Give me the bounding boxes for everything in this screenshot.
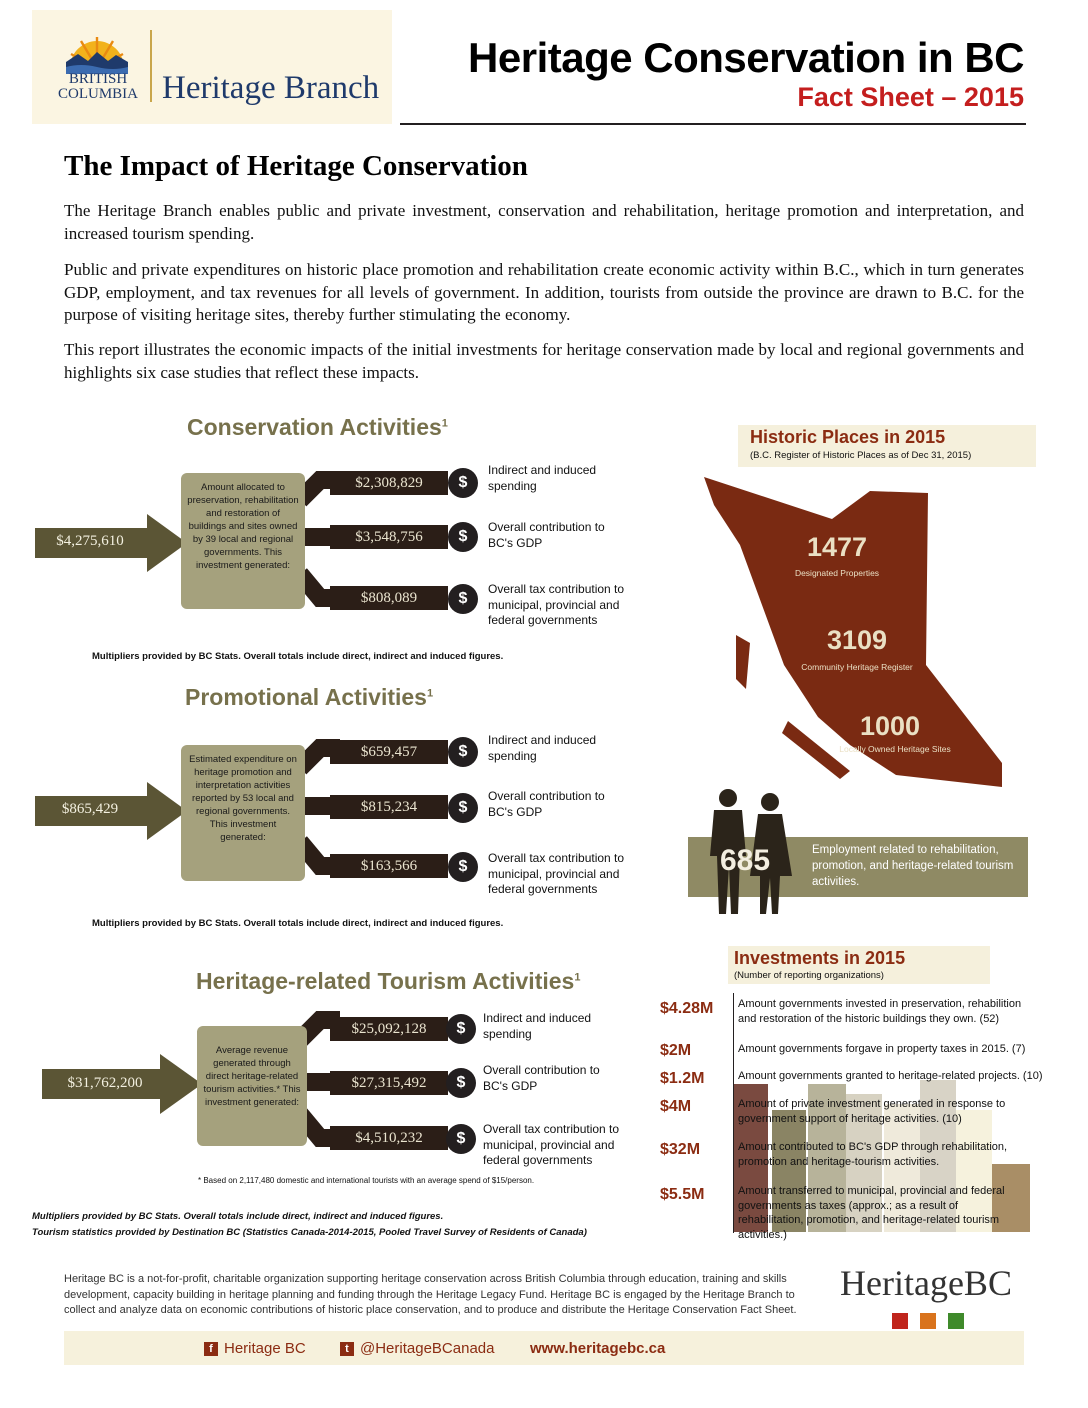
investment-amount: $32M <box>660 1141 701 1158</box>
dollar-icon: $ <box>446 1124 476 1154</box>
dollar-icon: $ <box>446 1068 476 1098</box>
output-value: $27,315,492 <box>330 1071 448 1095</box>
facebook-link[interactable]: f Heritage BC <box>204 1340 306 1357</box>
section-title-conservation: Conservation Activities$^1$ <box>187 414 448 440</box>
intro-paragraph-2: Public and private expenditures on historic place promotion and rehabilitation create economic activity within B.C., which in turn generates GDP, employment, and tax revenues for all levels of government. In addition, tourists from outside the province are drawn to B.C. for the purpose of visiting heritage sites, thereby further stimulating the economy. <box>64 260 1024 324</box>
output-label: Overall contribution to BC's GDP <box>488 520 605 550</box>
description-box: Amount allocated to preservation, rehabilitation and restoration of buildings and sites owned by 39 local and regional governments. This investment generated: <box>181 473 305 609</box>
website-link[interactable]: www.heritagebc.ca <box>530 1340 666 1357</box>
section-title-tourism: Heritage-related Tourism Activities$^1$ <box>196 968 581 994</box>
bc-logo-text <box>58 72 138 102</box>
output-value: $4,510,232 <box>330 1126 448 1150</box>
investment-text: Amount contributed to BC's GDP through rehabilitation, promotion and heritage-tourism activities. <box>738 1141 1008 1168</box>
twitter-icon: t <box>340 1342 354 1356</box>
section-note: Multipliers provided by BC Stats. Overall totals include direct, indirect and induced figures. <box>92 918 504 929</box>
dollar-icon: $ <box>448 468 478 498</box>
historic-places-subtitle: (B.C. Register of Historic Places as of Dec 31, 2015) <box>750 450 972 461</box>
output-label: Overall contribution to BC's GDP <box>483 1063 600 1093</box>
intro-heading: The Impact of Heritage Conservation <box>64 150 528 182</box>
twitter-link[interactable]: t @HeritageBCanada <box>340 1340 494 1357</box>
investment-text: Amount transferred to municipal, provincial and federal governments as taxes (approx.; as a result of rehabilitation, promotion, and heritage-related tourism activities.) <box>738 1185 1005 1241</box>
output-value: $808,089 <box>330 586 448 610</box>
output-value: $3,548,756 <box>330 525 448 549</box>
output-label: Indirect and induced spending <box>488 463 597 493</box>
page-subtitle: Fact Sheet – 2015 <box>797 82 1024 112</box>
output-label: Indirect and induced spending <box>483 1011 592 1041</box>
dollar-icon: $ <box>448 737 478 767</box>
investment-amount: $2M <box>660 1042 692 1059</box>
output-value: $163,566 <box>330 854 448 878</box>
investments-subtitle: (Number of reporting organizations) <box>734 970 884 981</box>
input-value: $31,762,200 <box>67 1075 143 1091</box>
historic-places-title: Historic Places in 2015 <box>750 427 946 447</box>
output-value: $815,234 <box>330 795 448 819</box>
facebook-icon: f <box>204 1342 218 1356</box>
dollar-icon: $ <box>448 584 478 614</box>
stat-label: Locally Owned Heritage Sites <box>839 744 951 754</box>
output-label: Overall tax contribution to municipal, provincial and federal governments <box>488 851 625 896</box>
investment-text: Amount governments forgave in property taxes in 2015. (7) <box>738 1043 1026 1055</box>
output-label: Overall contribution to BC's GDP <box>488 789 605 819</box>
stat-label: Designated Properties <box>794 568 880 578</box>
heritagebc-logo: HeritageBC <box>840 1263 1012 1303</box>
output-label: Indirect and induced spending <box>488 733 597 763</box>
input-value: $865,429 <box>61 801 119 817</box>
logo-divider <box>150 30 152 102</box>
investment-text: Amount governments granted to heritage-related projects. (10) <box>738 1070 1043 1082</box>
output-value: $659,457 <box>330 740 448 764</box>
output-value: $25,092,128 <box>330 1017 448 1041</box>
employment-text: Employment related to rehabilitation, promotion, and heritage-related tourism activities. <box>812 844 1014 888</box>
logo-square-icon <box>920 1313 936 1329</box>
dollar-icon: $ <box>446 1014 476 1044</box>
stat-label: Community Heritage Register <box>801 662 913 672</box>
input-value: $4,275,610 <box>56 533 124 549</box>
stat-number: 1000 <box>859 711 921 741</box>
bc-logo-line2: COLUMBIA <box>58 86 139 102</box>
intro-paragraph-1: The Heritage Branch enables public and private investment, conservation and rehabilitation, heritage promotion and interpretation, and increased tourism spending. <box>64 201 1024 243</box>
investment-amount: $4.28M <box>660 1000 714 1017</box>
section-note: Multipliers provided by BC Stats. Overall totals include direct, indirect and induced figures. <box>92 651 504 662</box>
investment-text: Amount of private investment generated in response to government support of heritage activities. (10) <box>738 1098 1006 1125</box>
bc-sun-logo-icon <box>66 34 128 74</box>
output-value: $2,308,829 <box>330 471 448 495</box>
description-box: Average revenue generated through direct heritage-related tourism activities.* This investment generated: <box>197 1026 307 1146</box>
investments-title: Investments in 2015 <box>734 948 906 968</box>
page-title: Heritage Conservation in BC <box>468 34 1024 81</box>
section-title-promotional: Promotional Activities$^1$ <box>185 684 434 710</box>
stat-number: 3109 <box>826 625 888 655</box>
dollar-icon: $ <box>448 522 478 552</box>
tourism-note: * Based on 2,117,480 domestic and international tourists with an average spend of $15/person. <box>198 1176 535 1185</box>
investment-text: Amount governments invested in preservation, rehabilition and restoration of the historic buildings they own. (52) <box>738 998 1022 1025</box>
bc-logo-line1: BRITISH <box>68 71 128 87</box>
dollar-icon: $ <box>448 793 478 823</box>
employment-number: 685 <box>720 844 771 877</box>
stat-number: 1477 <box>806 532 868 562</box>
footnote: Multipliers provided by BC Stats. Overall totals include direct, indirect and induced figures. <box>32 1211 444 1222</box>
description-box: Estimated expenditure on heritage promotion and interpretation activities reported by 53 local and regional governments. This investment generated: <box>181 745 305 881</box>
investment-amount: $5.5M <box>660 1186 705 1203</box>
dollar-icon: $ <box>448 852 478 882</box>
output-label: Overall tax contribution to municipal, provincial and federal governments <box>483 1122 620 1167</box>
investment-amount: $1.2M <box>660 1070 705 1087</box>
footer-paragraph: Heritage BC is a not-for-profit, charitable organization supporting heritage conservation across British Columbia through education, training and skills development, capacity building in heritage planning and funding through the Heritage Legacy Fund. Heritage BC is engaged by the Heritage Branch to collect and analyze data on economic contributions of historic place conservation, and to produce and distribute the Heritage Conservation Fact Sheet. <box>64 1273 797 1316</box>
investment-amount: $4M <box>660 1098 692 1115</box>
investments-axis <box>733 993 734 1233</box>
logo-square-icon <box>892 1313 908 1329</box>
output-label: Overall tax contribution to municipal, provincial and federal governments <box>488 582 625 627</box>
logo-square-icon <box>948 1313 964 1329</box>
footnote: Tourism statistics provided by Destination BC (Statistics Canada-2014-2015, Pooled Travel Survey of Residents of Canada) <box>32 1227 587 1238</box>
intro-paragraph-3: This report illustrates the economic impacts of the initial investments for heritage conservation made by local and regional governments and highlights six case studies that reflect these impacts. <box>64 340 1024 382</box>
header-rule <box>400 123 1026 125</box>
branch-name: Heritage Branch <box>162 70 380 106</box>
